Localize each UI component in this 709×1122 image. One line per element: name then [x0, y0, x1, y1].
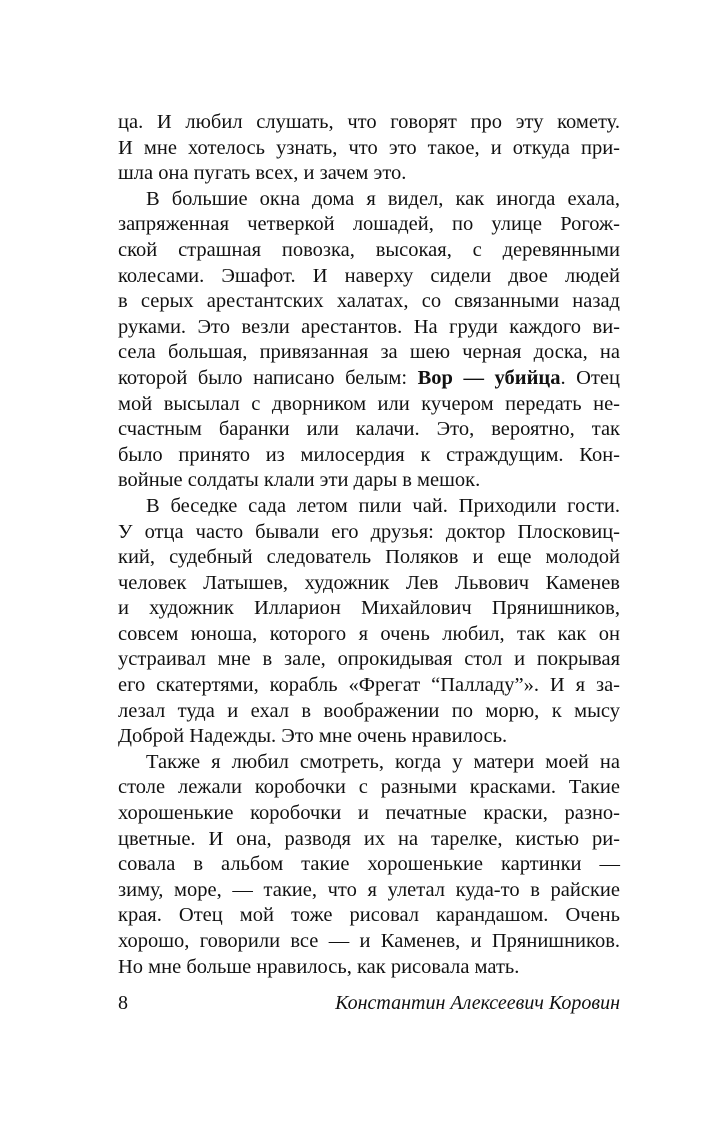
bold-phrase: Вор — убийца — [417, 366, 561, 389]
text-segment: . Отец — [560, 366, 620, 389]
text-line: и художник Илларион Михайлович Прянишников, — [118, 597, 620, 620]
text-line: хорошо, говорили все — и Каменев, и Прянишников. — [118, 930, 620, 952]
text-line: цветные. И она, разводя их на тарелке, кистью ри- — [118, 827, 620, 850]
text-line: хорошенькие коробочки и печатные краски, разно- — [118, 802, 620, 825]
paragraph — [118, 494, 620, 750]
text-line: И мне хотелось узнать, что это такое, и откуда при- — [118, 136, 620, 159]
text-line: В беседке сада летом пили чай. Приходили гости. — [146, 494, 620, 517]
text-line: в серых арестантских халатах, со связанными назад — [118, 290, 620, 313]
text-line: У отца часто бывали его друзья: доктор Плосковиц- — [118, 520, 620, 543]
text-line: шла она пугать всех, и зачем это. — [118, 162, 407, 185]
page-footer — [118, 992, 620, 1022]
text-block — [118, 110, 620, 980]
text-line: ской страшная повозка, высокая, с деревянными — [118, 238, 620, 261]
text-line: руками. Это везли арестантов. На груди каждого ви- — [118, 315, 620, 338]
text-line: Также я любил смотреть, когда у матери моей на — [146, 750, 620, 773]
text-line: края. Отец мой тоже рисовал карандашом. Очень — [118, 904, 620, 927]
text-line: села большая, привязанная за шею черная доска, на — [118, 341, 620, 364]
running-title: Константин Алексеевич Коровин — [335, 992, 620, 1014]
text-line: столе лежали коробочки с разными красками. Такие — [118, 776, 620, 799]
page-number: 8 — [118, 992, 128, 1014]
text-line: ца. И любил слушать, что говорят про эту комету. — [118, 111, 620, 133]
text-line: колесами. Эшафот. И наверху сидели двое людей — [118, 264, 620, 287]
text-line: запряженная четверкой лошадей, по улице Рогож- — [118, 213, 620, 236]
text-line: мой высылал с дворником или кучером передать не- — [118, 392, 620, 415]
text-line: его скатертями, корабль «Фрегат “Палладу”». И я за- — [118, 674, 620, 697]
text-line: лезал туда и ехал в воображении по морю, к мысу — [118, 699, 620, 722]
text-line: зиму, море, — такие, что я улетал куда-то в райские — [118, 878, 620, 901]
text-line: совала в альбом такие хорошенькие картинки — — [118, 853, 620, 876]
text-line: совсем юноша, которого я очень любил, так как он — [118, 622, 620, 645]
text-line: В большие окна дома я видел, как иногда ехала, — [146, 187, 620, 210]
page-body — [118, 110, 620, 980]
text-line: было принято из милосердия к страждущим. Кон- — [118, 443, 620, 466]
paragraph — [118, 110, 620, 187]
text-line: человек Латышев, художник Лев Львович Каменев — [118, 571, 620, 594]
text-line: войные солдаты клали эти дары в мешок. — [118, 469, 481, 492]
text-line: Доброй Надежды. Это мне очень нравилось. — [118, 725, 508, 748]
text-line — [118, 366, 620, 392]
text-line: устраивал мне в зале, опрокидывая стол и покрывая — [118, 648, 620, 671]
text-line: кий, судебный следователь Поляков и еще молодой — [118, 546, 620, 569]
text-line: счастным баранки или калачи. Это, вероятно, так — [118, 418, 620, 441]
text-line: Но мне больше нравилось, как рисовала мать. — [118, 955, 520, 978]
paragraph — [118, 187, 620, 494]
text-segment: которой было написано белым: — [118, 366, 418, 389]
paragraph — [118, 750, 620, 980]
